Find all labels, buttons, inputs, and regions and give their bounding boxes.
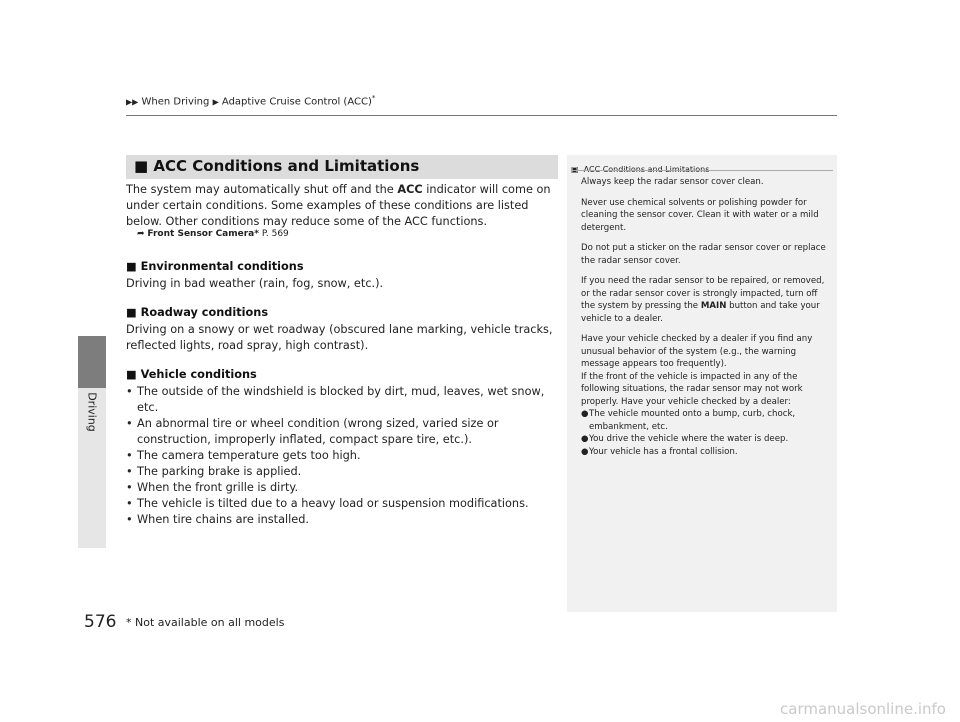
heading-square-icon: ■ (126, 260, 137, 273)
breadcrumb-arrow-icon: ▶▶ (126, 97, 139, 107)
bullet-icon: • (126, 497, 133, 510)
sidebar-note-body (581, 176, 831, 458)
acc-indicator-label: ACC (397, 183, 423, 196)
bullet-icon: • (126, 449, 133, 462)
environmental-text: Driving in bad weather (rain, fog, snow, etc.). (126, 277, 384, 290)
bullet-icon: • (126, 385, 133, 398)
note-paragraph: Never use chemical solvents or polishing powder for cleaning the sensor cover. Clean it with water or a mild detergent. (581, 197, 819, 233)
reference-label: Front Sensor Camera (147, 229, 255, 239)
bullet-icon: • (126, 481, 133, 494)
list-item: ● Your vehicle has a frontal collision. (581, 446, 738, 457)
note-paragraph: Do not put a sticker on the radar sensor cover or replace the radar sensor cover. (581, 243, 826, 266)
list-item: • The vehicle is tilted due to a heavy load or suspension modifications. (126, 497, 529, 510)
note-list (581, 408, 831, 458)
sidebar-note-divider (571, 170, 833, 171)
breadcrumb-item-when-driving[interactable]: When Driving (141, 96, 210, 108)
vehicle-heading: ■ Vehicle conditions (126, 368, 257, 381)
note-paragraph: If you need the radar sensor to be repaired, or removed, or the radar sensor cover is strongly impacted, turn off the system by pressing the MAIN button and take your vehicle to a dealer. (581, 276, 825, 324)
note-paragraph: If the front of the vehicle is impacted in any of the following situations, the radar sensor may not work properly. Have your vehicle checked by a dealer: (581, 371, 803, 407)
sidebar-note (567, 155, 837, 612)
heading-square-icon: ■ (126, 368, 137, 381)
reference-arrow-icon: ➦ (137, 229, 145, 239)
breadcrumb-item-acc[interactable]: Adaptive Cruise Control (ACC) (221, 96, 372, 108)
roadway-text: Driving on a snowy or wet roadway (obscured lane marking, vehicle tracks, reflected lights, road spray, high contrast). (126, 323, 553, 352)
section-square-icon: ■ (134, 157, 149, 175)
chapter-side-label: Driving (85, 392, 99, 432)
note-paragraph: Always keep the radar sensor cover clean. (581, 177, 764, 187)
header-divider (126, 115, 837, 116)
bullet-icon: ● (581, 446, 589, 457)
bullet-icon: • (126, 417, 133, 430)
vehicle-conditions-list (126, 384, 558, 528)
list-item: • When tire chains are installed. (126, 513, 309, 526)
watermark: carmanualsonline.info (780, 700, 946, 718)
bullet-icon: • (126, 465, 133, 478)
page-number: 576 (84, 612, 117, 632)
list-item: ● You drive the vehicle where the water is deep. (581, 434, 789, 444)
list-item: • The outside of the windshield is blocked by dirt, mud, leaves, wet snow, etc. (126, 385, 545, 414)
section-title: ■ ACC Conditions and Limitations (134, 157, 420, 175)
cross-reference-link[interactable]: ➦ Front Sensor Camera* P. 569 (137, 229, 289, 239)
main-button-label: MAIN (700, 301, 727, 311)
footnote: * Not available on all models (126, 616, 285, 629)
bullet-icon: ● (581, 409, 589, 419)
bullet-icon: ● (581, 434, 589, 444)
environmental-heading: ■ Environmental conditions (126, 260, 304, 273)
intro-paragraph: The system may automatically shut off and the ACC indicator will come on under certain conditions. Some examples of these conditions are listed below. Other conditions may reduce some of the ACC functions. (126, 183, 551, 228)
list-item: • The parking brake is applied. (126, 465, 302, 478)
reference-page: P. 569 (261, 229, 289, 239)
chapter-side-tab-marker (78, 336, 106, 388)
breadcrumb (126, 94, 375, 107)
breadcrumb-arrow-icon: ▶ (212, 97, 219, 107)
roadway-heading: ■ Roadway conditions (126, 306, 269, 319)
note-paragraph: Have your vehicle checked by a dealer if you find any unusual behavior of the system (e.g., the warning message appears too frequently). (581, 334, 813, 369)
section-header (126, 155, 558, 179)
list-item: • An abnormal tire or wheel condition (wrong sized, varied size or construction, improperly inflated, compact spare tire, etc.). (126, 417, 499, 446)
breadcrumb-asterisk: * (371, 94, 376, 102)
heading-square-icon: ■ (126, 306, 137, 319)
list-item: • The camera temperature gets too high. (126, 449, 361, 462)
list-item: ● The vehicle mounted onto a bump, curb, chock, embankment, etc. (581, 409, 796, 432)
bullet-icon: • (126, 513, 133, 526)
list-item: • When the front grille is dirty. (126, 481, 299, 494)
